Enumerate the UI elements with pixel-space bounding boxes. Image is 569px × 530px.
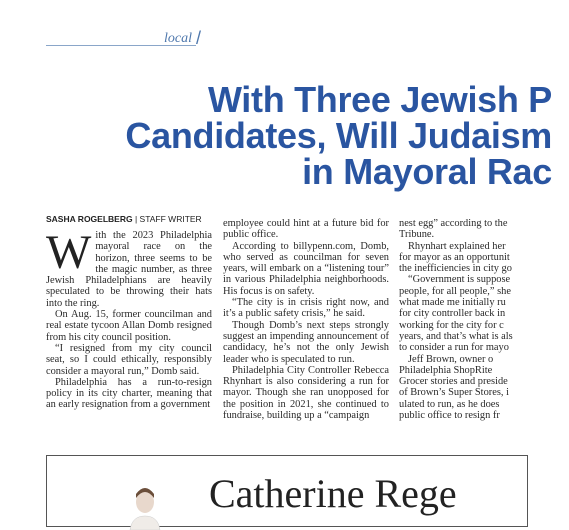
article-column-2: [223, 218, 389, 421]
section-label: local: [164, 31, 192, 46]
byline: [46, 214, 202, 224]
line: nest egg” according to the: [399, 218, 508, 229]
paragraph: Though Domb’s next steps strongly suggest an impending announcement of candidacy, he’s not the only Jewish leader who is speculated to run.: [223, 319, 389, 365]
line: ulated to run, as he does: [399, 398, 500, 410]
portrait-image: [120, 480, 170, 530]
line: what made me initially ru: [399, 297, 506, 309]
paragraph: “I resigned from my city council seat, so I could ethically, responsibly consider a mayoral run,” Domb said.: [46, 342, 212, 377]
line: Philadelphia ShopRite: [399, 364, 493, 376]
line: Jeff Brown, owner o: [408, 353, 494, 365]
line: the inefficiencies in city go: [399, 263, 512, 275]
byline-role: STAFF WRITER: [139, 214, 202, 224]
line: Tribune.: [399, 229, 435, 241]
line: Rhynhart explained her: [408, 240, 506, 252]
line: “Government is suppose: [408, 274, 511, 286]
line: public office to resign fr: [399, 410, 500, 422]
headline-line-2: Candidates, Will Judaism: [125, 115, 552, 156]
paragraph: “The city is in crisis right now, and it’s a public safety crisis,” he said.: [223, 297, 389, 320]
photo-caption: Catherine Rege: [209, 471, 457, 516]
line: working for the city for c: [399, 319, 504, 331]
section-slash: /: [196, 28, 202, 48]
line: of Brown’s Super Stores, i: [399, 387, 509, 399]
paragraph: Philadelphia City Controller Rebecca Rhynhart is also considering a run for mayor. Though she ran unopposed for the position in 2021, she continued to fundraise, building up a “campaign: [223, 364, 389, 422]
paragraph: According to billypenn.com, Domb, who served as councilman for seven years, will embark on a “listening tour” in various Philadelphia neighborhoods. His focus is on safety.: [223, 240, 389, 297]
paragraph: On Aug. 15, former councilman and real estate tycoon Allan Domb resigned from his city council position.: [46, 309, 212, 343]
paragraph: employee could hint at a future bid for public office.: [223, 218, 389, 241]
byline-separator: |: [132, 214, 140, 224]
line: people, for all people,” she: [399, 285, 511, 297]
line: for mayor as an opportunit: [399, 251, 510, 263]
paragraph-text: ith the 2023 Philadelphia mayoral race on the horizon, three seems to be the magic number, as three Jewish Philadelphians are heavily speculated to be throwing their hats into the ring.: [46, 230, 212, 309]
headline-line-1: With Three Jewish P: [207, 79, 552, 120]
line: years, and that’s what is als: [399, 330, 513, 342]
article-column-1: [46, 226, 212, 411]
headline-line-3: in Mayoral Rac: [302, 151, 552, 192]
headline: [0, 79, 552, 192]
article-column-3: [399, 218, 569, 421]
paragraph: Philadelphia has a run-to-resign policy in its city charter, meaning that an early resignation from a government: [46, 376, 212, 411]
paragraph: [46, 226, 212, 309]
line: for city controller back in: [399, 308, 506, 320]
byline-name: SASHA ROGELBERG: [46, 214, 133, 224]
line: to consider a run for mayo: [399, 342, 509, 354]
drop-cap: W: [46, 226, 92, 279]
line: Grocer stories and preside: [399, 376, 508, 388]
